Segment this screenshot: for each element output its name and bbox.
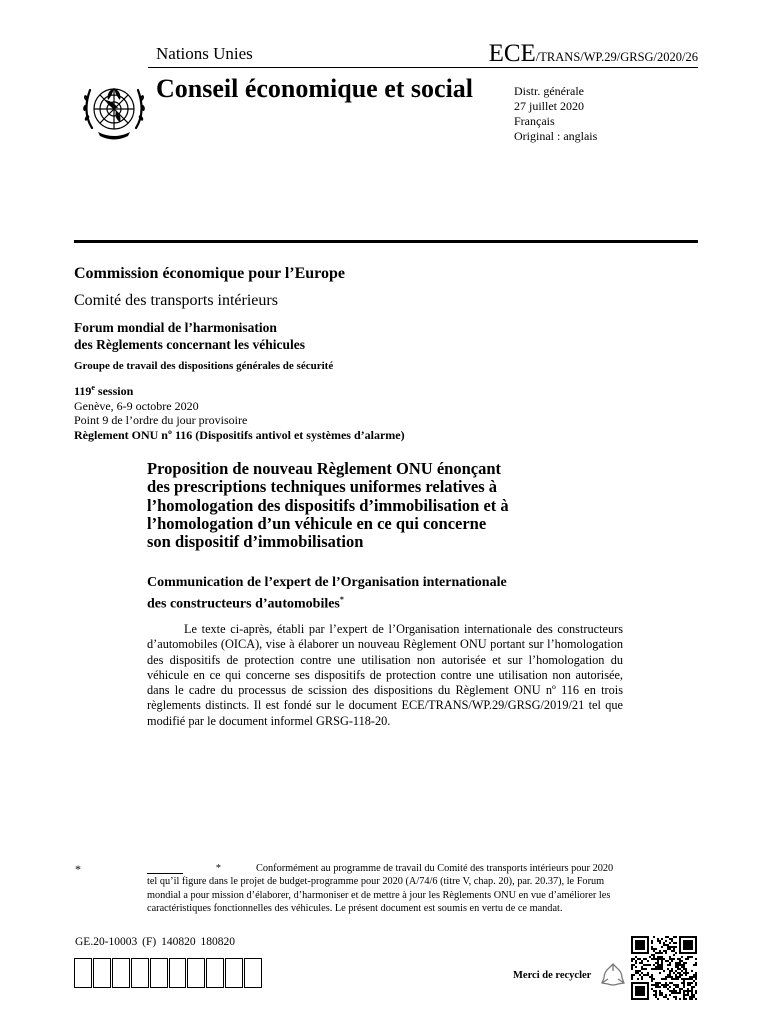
communication-heading — [147, 574, 587, 613]
distribution-line: Distr. générale — [514, 84, 584, 98]
symbol-prefix: ECE — [488, 40, 536, 67]
header-rule — [148, 67, 698, 68]
session-number — [74, 381, 405, 399]
org-name: Nations Unies — [156, 44, 253, 63]
council-title: Conseil économique et social — [156, 74, 474, 103]
proposal-title-line: l’homologation des dispositifs d’immobilisation et à — [147, 495, 509, 515]
proposal-title-line: des prescriptions techniques uniformes relatives à — [147, 477, 498, 497]
footnote-inner-marker: * — [215, 863, 221, 874]
proposal-title — [147, 460, 577, 551]
distribution-language: Français — [514, 114, 555, 128]
symbol-rest: /TRANS/WP.29/GRSG/2020/26 — [535, 50, 698, 64]
forum-name — [74, 319, 305, 353]
communication-line-2-text: des constructeurs d’automobiles — [147, 596, 340, 612]
body-paragraph — [147, 622, 623, 729]
communication-line-1: Communication de l’expert de l’Organisation internationale — [147, 575, 507, 590]
document-reference: GE.20-10003 (F) 140820 180820 — [75, 936, 235, 948]
agenda-item: Point 9 de l’ordre du jour provisoire — [74, 413, 248, 427]
recycle-icon — [600, 962, 626, 988]
qr-code-icon — [631, 936, 697, 1000]
session-block — [74, 381, 405, 442]
distribution-original: Original : anglais — [514, 129, 598, 143]
session-place-date: Genève, 6-9 octobre 2020 — [74, 398, 199, 413]
proposal-title-line: son dispositif d’immobilisation — [147, 532, 364, 552]
un-emblem-icon — [78, 76, 150, 146]
regulation-title: Règlement ONU nº 116 (Dispositifs antivol et systèmes d’alarme) — [74, 427, 405, 442]
distribution-date: 27 juillet 2020 — [514, 99, 584, 113]
barcode-icon — [74, 958, 262, 988]
session-num: 119 — [74, 384, 92, 398]
footnote-reference[interactable]: * — [339, 595, 344, 604]
body-text: Le texte ci-après, établi par l’expert de l’Organisation internationale des constructeurs d’automobiles (OICA), vise à élaborer un nouveau Règlement ONU portant sur l’homologation des dispositifs de protection contre une utilisation non autorisée et sur l’homologation du véhicule en ce qui concerne ses dispositifs de protection contre une utilisation non autorisée, dans le cadre du processus de scission des dispositions du Règlement ONU nº 116 en trois règlements distincts. Il est fondé sur le document ECE/TRANS/WP.29/GRSG/2019/21 tel que modifié par le document informel GRSG-118-20. — [147, 622, 623, 728]
session-sup: e — [91, 383, 95, 392]
forum-line-2: des Règlements concernant les véhicules — [74, 337, 305, 352]
communication-line-2 — [147, 591, 587, 613]
document-symbol — [489, 40, 698, 68]
distribution-info — [514, 84, 597, 144]
working-party-name: Groupe de travail des dispositions générales de sécurité — [74, 360, 334, 372]
footnote-text — [147, 862, 617, 915]
session-word: session — [94, 384, 134, 398]
forum-line-1: Forum mondial de l’harmonisation — [74, 320, 277, 335]
committee-name: Comité des transports intérieurs — [74, 292, 278, 309]
footnote-marker: * — [75, 862, 81, 876]
footnote-body: Conformément au programme de travail du Comité des transports intérieurs pour 2020 tel qu’il figure dans le projet de budget-programme pour 2020 (A/74/6 (titre V, chap. 20), par. 20.37), le Forum mondial a pour mission d’élaborer, d’harmoniser et de mettre à jour les Règlements ONU en vue d’améliorer les caractéristiques fonctionnelles des véhicules. Le présent document est soumis en vertu de ce mandat. — [147, 863, 614, 914]
proposal-title-line: Proposition de nouveau Règlement ONU énonçant — [147, 459, 501, 478]
commission-name: Commission économique pour l’Europe — [74, 265, 345, 282]
recycle-label: Merci de recycler — [513, 970, 592, 981]
proposal-title-line: l’homologation d’un véhicule en ce qui concerne — [147, 513, 487, 533]
header-thick-rule — [74, 240, 698, 243]
